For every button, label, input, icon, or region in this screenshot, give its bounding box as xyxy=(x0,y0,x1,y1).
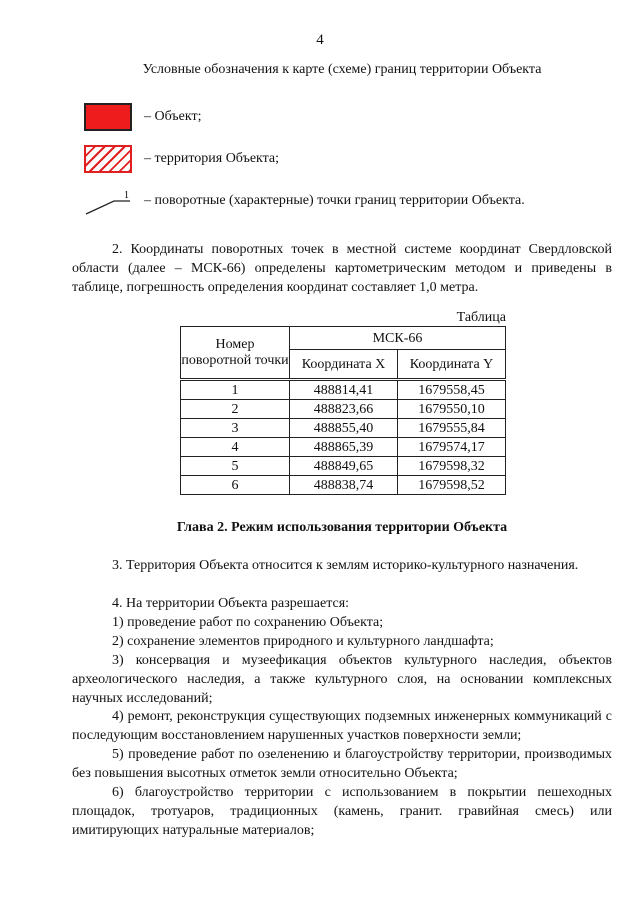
point-number: 1 xyxy=(181,380,290,400)
list-item: 5) проведение работ по озеленению и благоустройству территории, производимых без повышения высотных отметок земли относительно Объекта; xyxy=(72,747,612,781)
point-number: 4 xyxy=(181,438,290,457)
page-number: 4 xyxy=(316,32,324,48)
turning-point-line-icon xyxy=(84,187,132,215)
legend-title: Условные обозначения к карте (схеме) границ территории Объекта xyxy=(142,62,542,77)
point-number: 3 xyxy=(181,419,290,438)
table-row xyxy=(181,457,506,476)
legend-label-object: – Объект; xyxy=(144,109,202,124)
coord-x: 488849,65 xyxy=(290,457,398,476)
coord-x: 488855,40 xyxy=(290,419,398,438)
table-label: Таблица xyxy=(456,310,506,325)
legend-label-territory: – территория Объекта; xyxy=(144,151,280,166)
table-row xyxy=(181,400,506,419)
list-item: 6) благоустройство территории с использованием в покрытии пешеходных площадок, тротуаров, традиционных (камень, гранит. гравийная смесь) или имитирующих натуральные материалов; xyxy=(72,785,612,838)
list-item: 4) ремонт, реконструкция существующих подземных инженерных коммуникаций с последующим восстановлением нарушенных участков поверхности земли; xyxy=(72,709,612,743)
coord-x: 488838,74 xyxy=(290,476,398,495)
table-header-row xyxy=(181,327,506,350)
point-number: 2 xyxy=(181,400,290,419)
list-item: 1) проведение работ по сохранению Объекта; xyxy=(112,615,384,630)
table-row xyxy=(181,438,506,457)
legend-item-object xyxy=(84,102,201,132)
table-row xyxy=(181,419,506,438)
coord-x: 488814,41 xyxy=(290,380,398,400)
coord-y: 1679555,84 xyxy=(398,419,506,438)
point-number: 5 xyxy=(181,457,290,476)
red-filled-rectangle-icon xyxy=(84,103,132,131)
chapter-title: Глава 2. Режим использования территории Объекта xyxy=(176,520,508,535)
coord-y: 1679598,32 xyxy=(398,457,506,476)
point-number: 6 xyxy=(181,476,290,495)
coord-y: 1679550,10 xyxy=(398,400,506,419)
legend-label-turning-points: – поворотные (характерные) точки границ территории Объекта. xyxy=(144,193,525,208)
header-coord-y: Координата Y xyxy=(398,350,506,380)
table-row xyxy=(181,380,506,400)
section-2-paragraph: 2. Координаты поворотных точек в местной системе координат Свердловской области (далее – МСК-66) определены картометрическим методом и приведены в таблице, погрешность определения координат составляет 1,0 метра. xyxy=(72,242,612,295)
coord-y: 1679598,52 xyxy=(398,476,506,495)
legend-item-territory xyxy=(84,144,279,174)
section-3-paragraph: 3. Территория Объекта относится к землям историко-культурного назначения. xyxy=(112,558,579,573)
coord-y: 1679558,45 xyxy=(398,380,506,400)
table-row xyxy=(181,476,506,495)
list-item: 3) консервация и музеефикация объектов культурного наследия, объектов археологического наследия, а также культурного слоя, на основании комплексных научных исследований; xyxy=(72,653,612,706)
header-msk66: МСК-66 xyxy=(290,327,506,350)
section-4-intro: 4. На территории Объекта разрешается: xyxy=(112,596,350,611)
header-coord-x: Координата X xyxy=(290,350,398,380)
coord-x: 488865,39 xyxy=(290,438,398,457)
header-point-number: Номер поворотной точки xyxy=(181,327,290,380)
coord-x: 488823,66 xyxy=(290,400,398,419)
coord-y: 1679574,17 xyxy=(398,438,506,457)
coordinates-table xyxy=(180,326,506,495)
turning-point-marker: 1 xyxy=(124,190,129,201)
red-hatched-rectangle-icon xyxy=(84,145,132,173)
legend-item-turning-points xyxy=(84,186,525,216)
list-item: 2) сохранение элементов природного и культурного ландшафта; xyxy=(112,634,494,649)
